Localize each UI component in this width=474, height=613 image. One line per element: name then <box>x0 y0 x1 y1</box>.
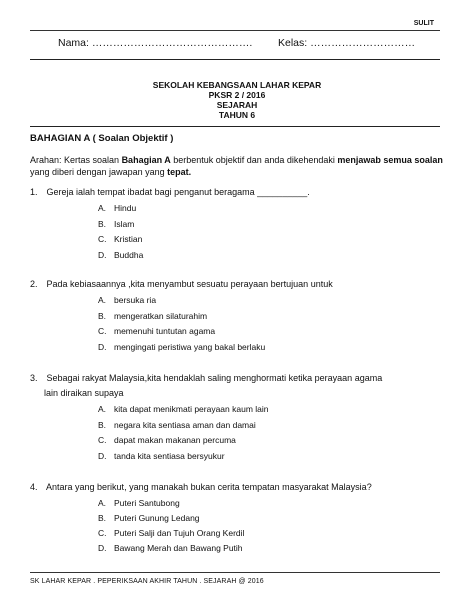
exam-header <box>0 80 474 120</box>
top-divider <box>30 30 440 31</box>
question-number: 1. <box>30 187 38 197</box>
option-a: A. kita dapat menikmati perayaan kaum lain <box>98 404 269 414</box>
question-2-options <box>98 295 265 357</box>
header-divider <box>30 59 440 60</box>
option-b: B. Islam <box>98 218 135 229</box>
section-divider <box>30 126 440 127</box>
page-footer: SK LAHAR KEPAR . PEPERIKSAAN AKHIR TAHUN . SEJARAH @ 2016 <box>30 578 264 585</box>
option-c: C. Puteri Salji dan Tujuh Orang Kerdil <box>98 528 245 538</box>
option-d: D. Buddha <box>98 249 144 260</box>
question-4-options <box>98 498 244 558</box>
option-d: D. tanda kita sentiasa bersyukur <box>98 450 225 461</box>
instructions <box>30 154 450 178</box>
question-number: 4. <box>30 482 38 492</box>
option-a: A. Puteri Santubong <box>98 498 180 508</box>
option-b: B. mengeratkan silaturahim <box>98 310 208 321</box>
instructions-part: Arahan: Kertas soalan <box>30 155 122 165</box>
instructions-bold: menjawab semua soalan <box>337 155 443 165</box>
question-1-options <box>98 203 143 265</box>
school-name: SEKOLAH KEBANGSAAN LAHAR KEPAR <box>152 80 322 90</box>
question-4 <box>30 481 372 493</box>
exam-code: PKSR 2 / 2016 <box>208 90 266 100</box>
instructions-bold: Bahagian A <box>121 155 171 165</box>
year-level: TAHUN 6 <box>218 110 256 120</box>
question-text: Sebagai rakyat Malaysia,kita hendaklah saling menghormati ketika perayaan agama <box>46 373 383 383</box>
footer-divider <box>30 572 440 573</box>
question-3-continued: lain diraikan supaya <box>44 388 124 398</box>
question-2 <box>30 278 333 290</box>
option-a: A. Hindu <box>98 203 137 213</box>
subject: SEJARAH <box>216 100 258 110</box>
question-number: 2. <box>30 279 38 289</box>
option-d: D. Bawang Merah dan Bawang Putih <box>98 543 243 553</box>
option-d: D. mengingati peristiwa yang bakal berlaku <box>98 341 266 352</box>
question-text: Pada kebiasaannya ,kita menyambut sesuatu perayaan bertujuan untuk <box>46 279 333 289</box>
instructions-bold: tepat. <box>167 167 192 177</box>
section-title: BAHAGIAN A ( Soalan Objektif ) <box>30 133 174 144</box>
option-b: B. Puteri Gunung Ledang <box>98 513 200 523</box>
question-3 <box>30 372 382 384</box>
option-c: C. Kristian <box>98 234 143 244</box>
instructions-part: berbentuk objektif dan anda dikehendaki <box>170 155 338 165</box>
option-c: C. memenuhi tuntutan agama <box>98 326 216 336</box>
option-c: C. dapat makan makanan percuma <box>98 435 236 445</box>
question-text: Antara yang berikut, yang manakah bukan cerita tempatan masyarakat Malaysia? <box>46 482 372 492</box>
kelas-field: Kelas: ………………………… <box>278 37 416 49</box>
option-a: A. bersuka ria <box>98 295 157 305</box>
question-text: Gereja ialah tempat ibadat bagi penganut beragama __________. <box>46 187 310 197</box>
question-1 <box>30 186 310 198</box>
option-b: B. negara kita sentiasa aman dan damai <box>98 419 256 430</box>
question-number: 3. <box>30 373 38 383</box>
instructions-part: yang diberi dengan jawapan yang <box>30 167 168 177</box>
nama-field: Nama: ………………………………………. <box>58 37 253 49</box>
question-3-options <box>98 404 269 466</box>
sulit-label: SULIT <box>413 20 434 27</box>
